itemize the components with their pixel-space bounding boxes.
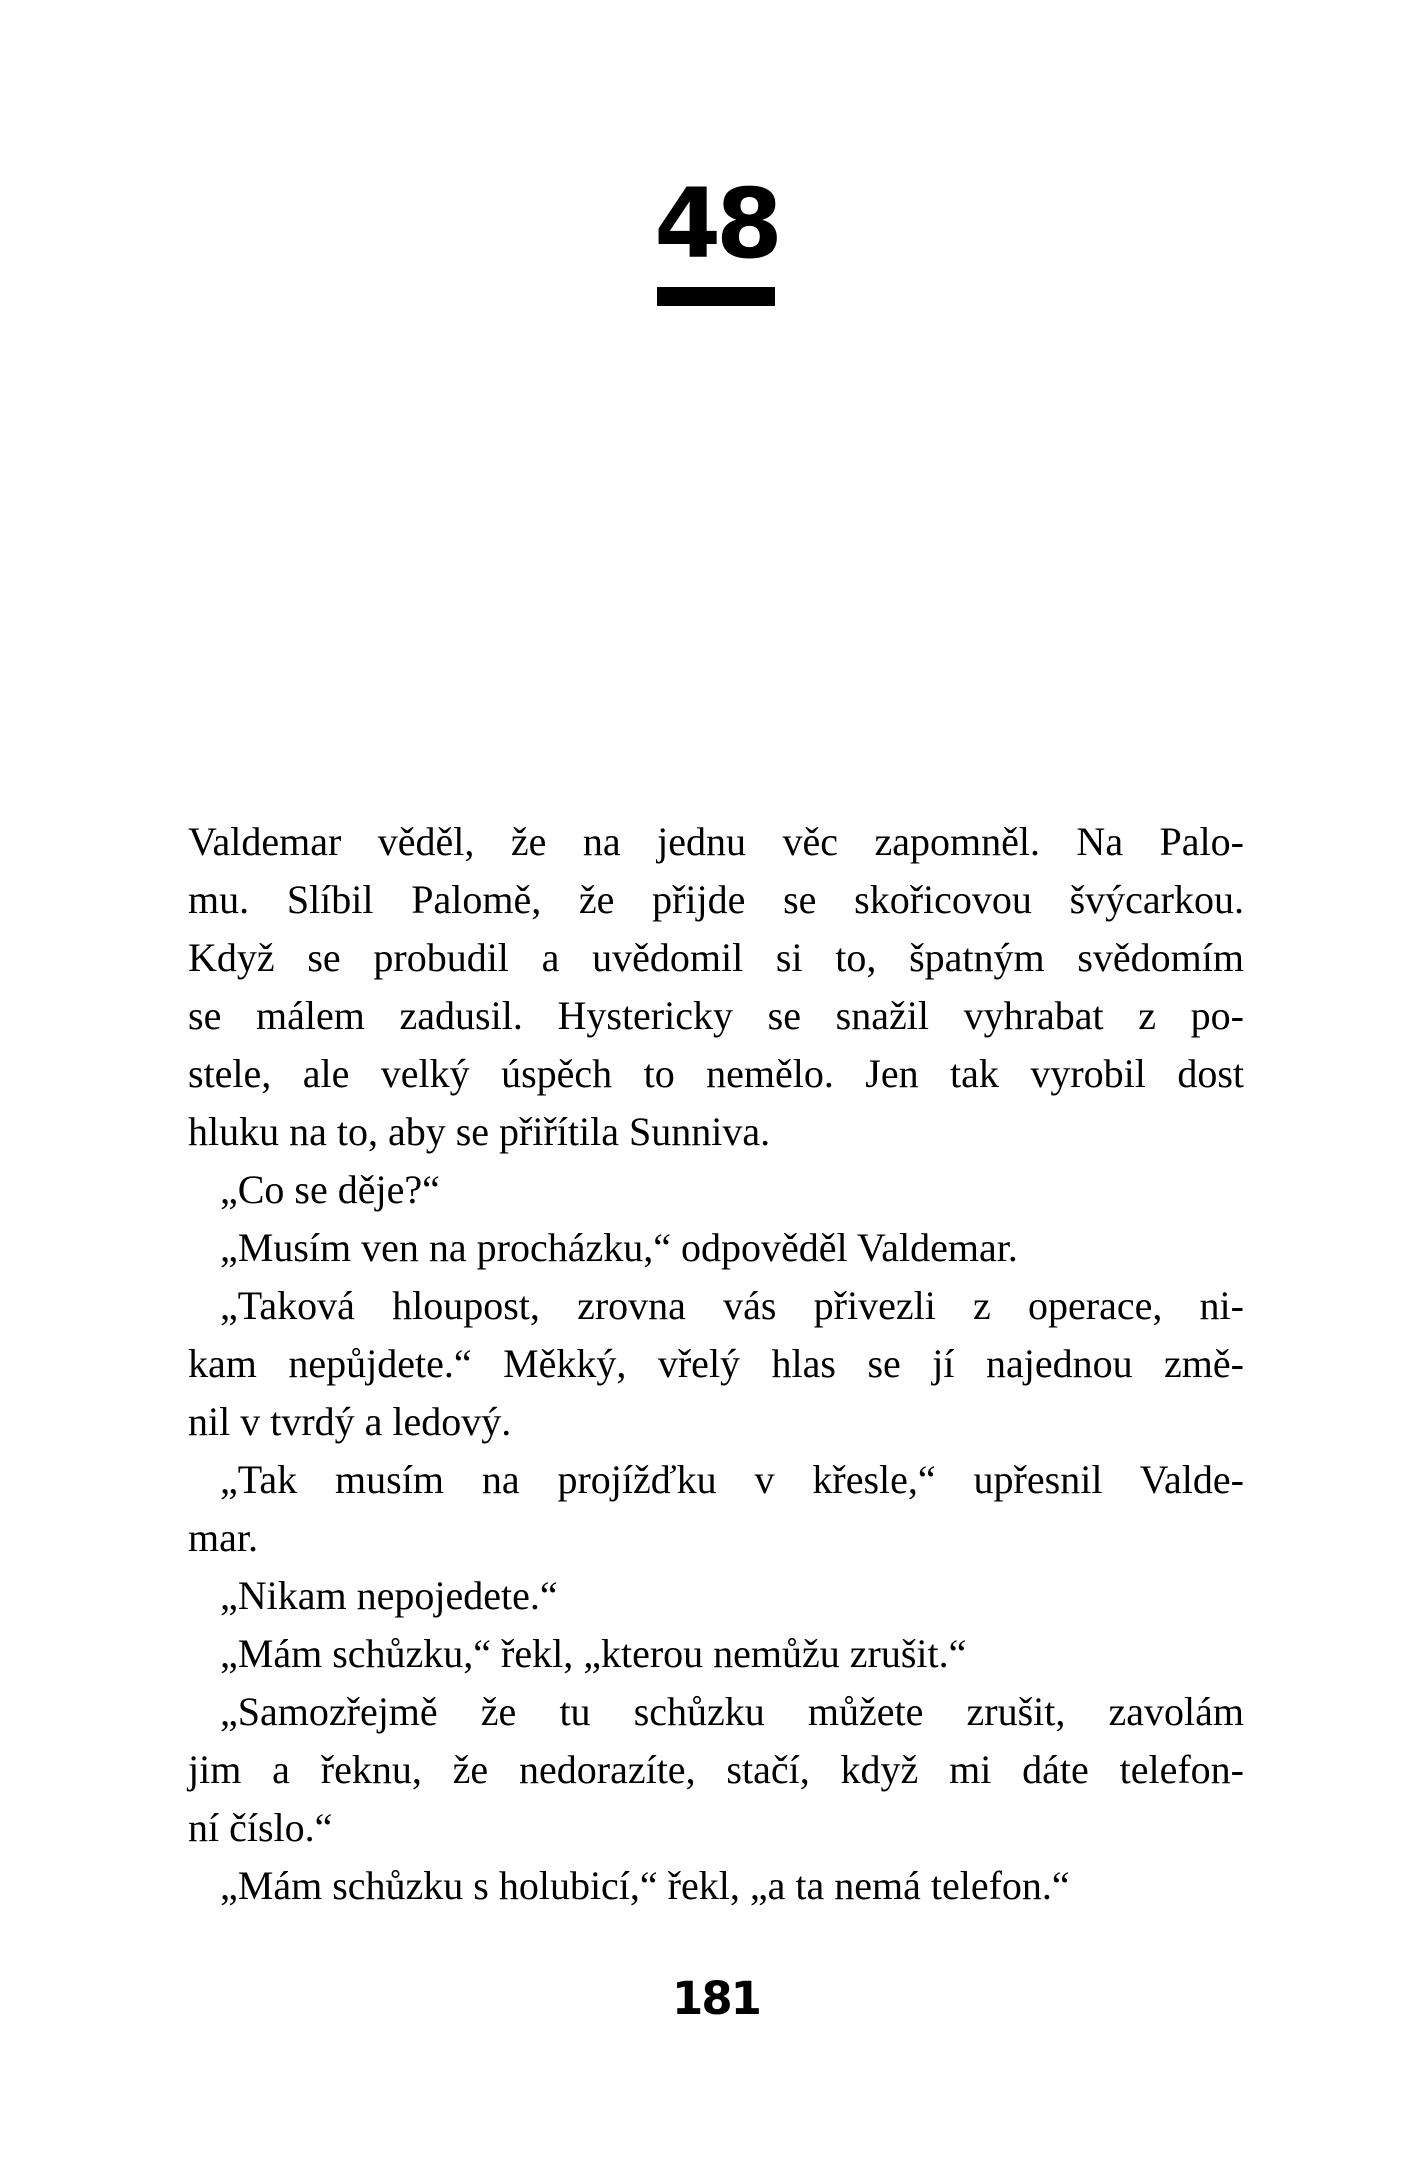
text-line: „Mám schůzku,“ řekl, „kterou nemůžu zrušit.“ [220, 1631, 967, 1676]
text-line: stele, ale velký úspěch to nemělo. Jen tak vyrobil dost [188, 1051, 1244, 1096]
text-line: „Taková hloupost, zrovna vás přivezli z operace, ni- [220, 1283, 1244, 1328]
text-line: „Nikam nepojedete.“ [220, 1573, 558, 1618]
text-line: „Samozřejmě že tu schůzku můžete zrušit, zavolám [220, 1689, 1244, 1734]
body-text [188, 813, 1244, 1915]
chapter-number: 48 [654, 168, 778, 280]
text-line: nil v tvrdý a ledový. [188, 1399, 512, 1444]
text-column [188, 0, 1244, 1915]
text-line: kam nepůjdete.“ Měkký, vřelý hlas se jí najednou změ- [188, 1341, 1244, 1386]
text-line: mar. [188, 1515, 258, 1560]
text-line: ní číslo.“ [188, 1805, 333, 1850]
text-line: hluku na to, aby se přiřítila Sunniva. [188, 1109, 771, 1154]
text-line: Když se probudil a uvědomil si to, špatným svědomím [188, 935, 1244, 980]
text-line: „Tak musím na projížďku v křesle,“ upřesnil Valde- [220, 1457, 1244, 1502]
text-line: „Mám schůzku s holubicí,“ řekl, „a ta nemá telefon.“ [220, 1863, 1070, 1908]
text-line: Valdemar věděl, že na jednu věc zapomněl. Na Palo- [188, 819, 1244, 864]
text-line: mu. Slíbil Palomě, že přijde se skořicovou švýcarkou. [188, 877, 1244, 922]
text-line: „Co se děje?“ [220, 1167, 440, 1212]
chapter-underline [657, 287, 775, 306]
page-number: 181 [672, 1972, 760, 2025]
text-line: „Musím ven na procházku,“ odpověděl Valdemar. [220, 1225, 1018, 1270]
text-line: se málem zadusil. Hystericky se snažil vyhrabat z po- [188, 993, 1244, 1038]
text-line: jim a řeknu, že nedorazíte, stačí, když mi dáte telefon- [188, 1747, 1244, 1792]
